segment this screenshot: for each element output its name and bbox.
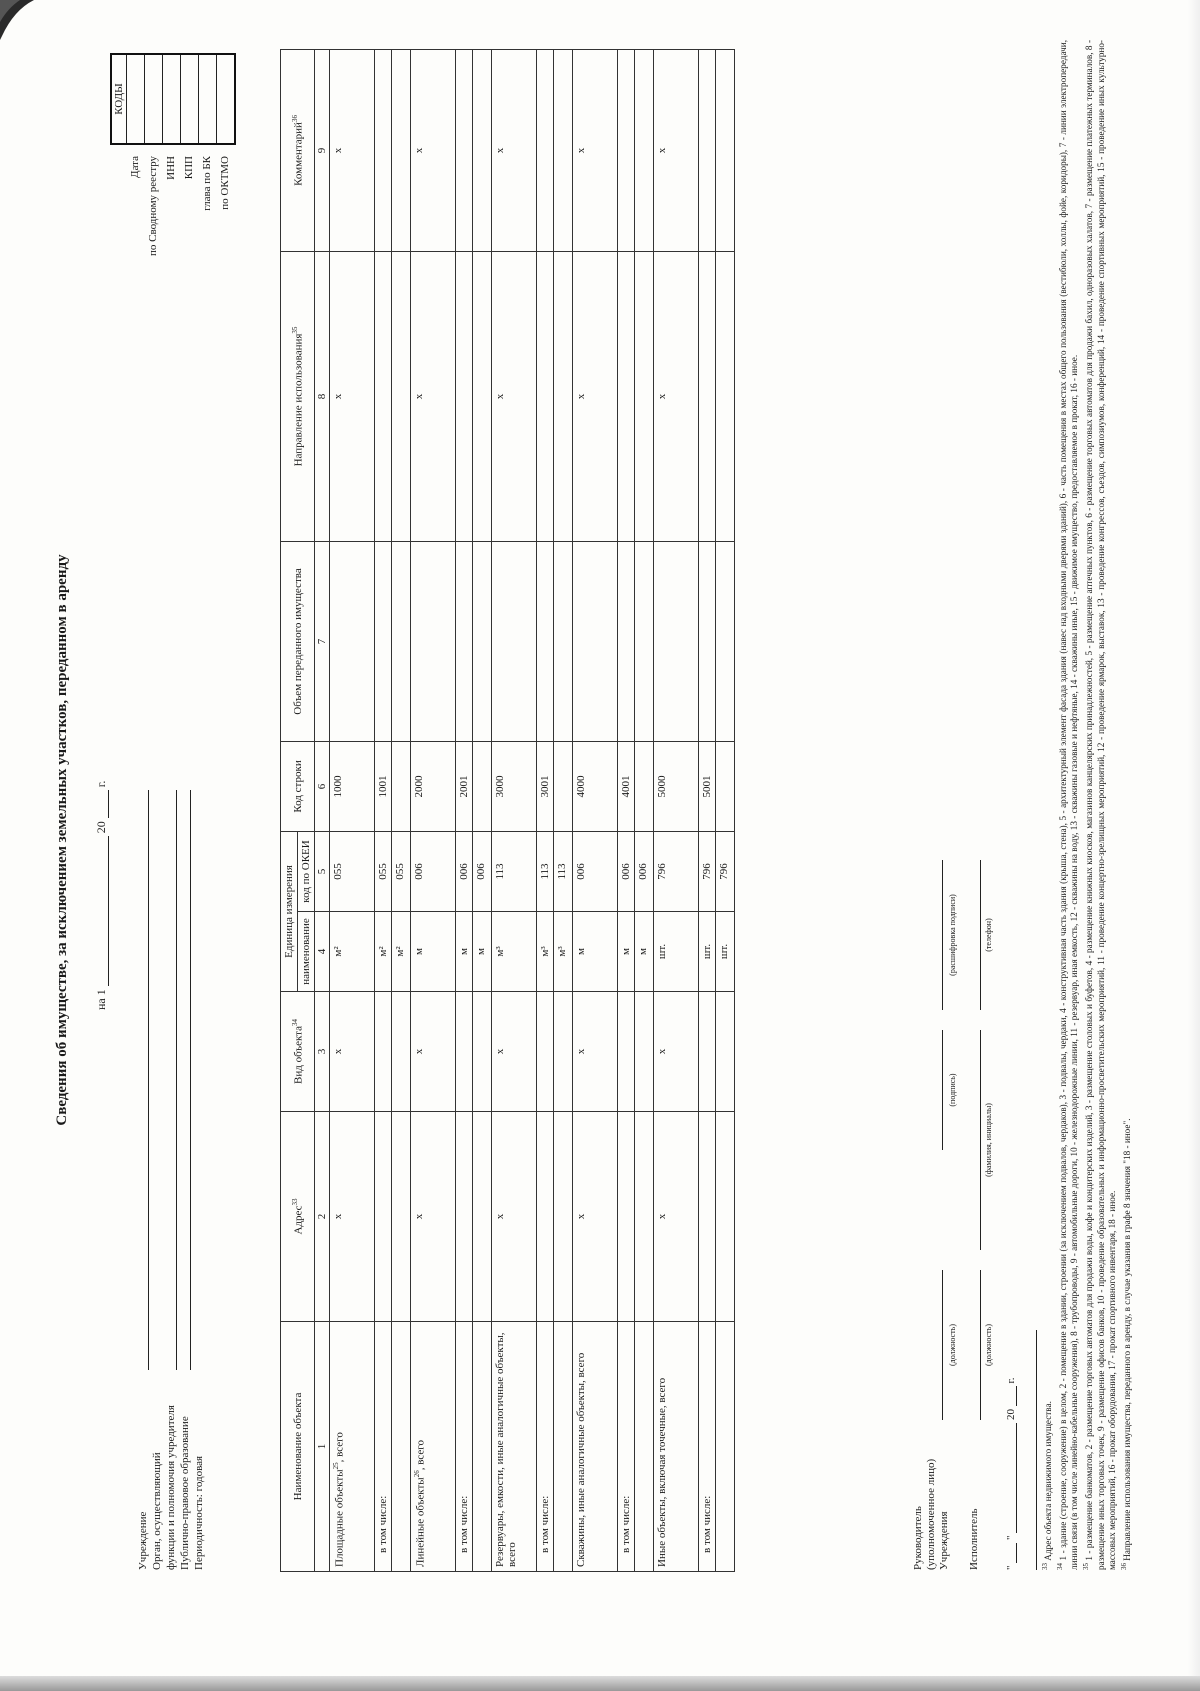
row-name-tail: , всего	[333, 1432, 346, 1463]
row-name-text: Скважины, иные аналогичные объекты, всего	[575, 1352, 587, 1567]
row-name-text: в том числе:	[458, 1495, 470, 1553]
cell-direction[interactable]	[618, 251, 635, 541]
cell-okei: 113	[492, 831, 537, 911]
cell-row-code: 1000	[330, 741, 375, 831]
sig-caption: (расшифровка подписи)	[948, 894, 957, 976]
footnote-ref: 26	[413, 1470, 421, 1478]
scan-shadow	[0, 1676, 1200, 1691]
col-number: 5	[315, 831, 330, 911]
cell-name	[375, 1322, 392, 1572]
cell-unit-name: м	[573, 912, 618, 992]
cell-kind[interactable]	[554, 992, 573, 1112]
footnote-number: 34	[1055, 1563, 1064, 1570]
cell-comment[interactable]: х	[654, 49, 699, 251]
cell-volume[interactable]	[635, 541, 654, 741]
sig-date-year-field[interactable]	[1004, 1386, 1017, 1406]
cell-volume[interactable]	[392, 541, 411, 741]
codes-block	[110, 50, 260, 410]
cell-row-code	[554, 741, 573, 831]
cell-row-code: 2001	[456, 741, 473, 831]
col-number: 1	[315, 1322, 330, 1572]
head-label-line: Учреждения	[938, 1511, 950, 1570]
cell-kind[interactable]: х	[411, 992, 456, 1112]
cell-address[interactable]: х	[330, 1112, 375, 1322]
cell-direction[interactable]: х	[492, 251, 537, 541]
th-label: Комментарий	[292, 122, 305, 186]
sig-date-day-field[interactable]	[1004, 1543, 1017, 1563]
date-year-field[interactable]	[96, 790, 109, 818]
cell-kind[interactable]: х	[654, 992, 699, 1112]
cell-volume[interactable]	[554, 541, 573, 741]
cell-name	[699, 1322, 716, 1572]
cell-kind[interactable]	[456, 992, 473, 1112]
cell-kind[interactable]: х	[330, 992, 375, 1112]
cell-direction[interactable]	[554, 251, 573, 541]
header-field-institution	[136, 790, 150, 1570]
footnote-number: 35	[1081, 1563, 1090, 1570]
table-row	[699, 49, 716, 1571]
th-row-code: Код строки	[281, 741, 315, 831]
col-number: 7	[315, 541, 330, 741]
cell-comment[interactable]	[716, 49, 735, 251]
sig-date-month-field[interactable]	[1004, 1423, 1017, 1533]
cell-name	[554, 1322, 573, 1572]
date-quote: "	[1005, 1565, 1017, 1570]
th-direction	[281, 251, 315, 541]
executor-position-line[interactable]	[980, 1270, 981, 1420]
col-number: 4	[315, 912, 330, 992]
rotated-form-page	[50, 30, 1130, 1650]
executor-phone-line[interactable]	[980, 860, 981, 1010]
col-number: 9	[315, 49, 330, 251]
cell-unit-name: шт.	[716, 912, 735, 992]
row-name-text: Иные объекты, включая точечные, всего	[656, 1377, 668, 1567]
cell-volume[interactable]	[492, 541, 537, 741]
executor-row	[966, 670, 996, 1570]
cell-okei: 006	[473, 831, 492, 911]
cell-row-code: 5000	[654, 741, 699, 831]
footnote-text: 1 - размещение банкоматов, 2 - размещение торговых автоматов для продажи воды, кофе и кондитерских изделий, 3 - размещение столовых и буфетов, 4 - размещение книжных киосков, магазинов канцелярских принадлежностей, 5 - размещение аптечных пунктов, 6 - размещение торговых автоматов для продажи бахил, одноразовых халатов, 7 - размещение платежных терминалов, 8 - размещение иных торговых точек, 9 - размещение офисов банков, 10 - проведение образовательных и информационно-просветительских мероприятий, 11 - проведение концертно-зрелищных мероприятий, 12 - проведение ярмарок, выставок, 13 - проведение конгрессов, съездов, симпозиумов, конференций, 14 - проведение спортивных мероприятий, 15 - проведение иных культурно-массовых мероприятий, 16 - прокат оборудования, 17 - прокат спортивного инвентаря, 18 - иное.	[1083, 40, 1118, 1570]
cell-address[interactable]: х	[654, 1112, 699, 1322]
cell-address[interactable]	[554, 1112, 573, 1322]
cell-kind[interactable]	[635, 992, 654, 1112]
cell-address[interactable]	[635, 1112, 654, 1322]
cell-direction[interactable]	[635, 251, 654, 541]
cell-address[interactable]	[537, 1112, 554, 1322]
codes-labels	[126, 150, 234, 410]
cell-kind[interactable]	[375, 992, 392, 1112]
cell-comment[interactable]	[618, 49, 635, 251]
th-unit-name: наименование	[298, 912, 315, 992]
footnotes	[1040, 40, 1133, 1570]
table-row	[392, 49, 411, 1571]
cell-okei: 796	[716, 831, 735, 911]
cell-unit-name: шт.	[654, 912, 699, 992]
row-name-text: Резервуары, емкости, иные аналогичные объекты, всего	[494, 1332, 518, 1567]
cell-kind[interactable]: х	[573, 992, 618, 1112]
code-label-bk: глава по БК	[201, 156, 213, 211]
cell-comment[interactable]	[699, 49, 716, 251]
cell-comment[interactable]	[537, 49, 554, 251]
cell-unit-name: м²	[330, 912, 375, 992]
cell-address[interactable]	[716, 1112, 735, 1322]
cell-name	[537, 1322, 554, 1572]
cell-address[interactable]	[473, 1112, 492, 1322]
cell-unit-name: м	[411, 912, 456, 992]
sig-date-year-prefix: 20	[1005, 1409, 1017, 1420]
cell-row-code: 5001	[699, 741, 716, 831]
col-number: 8	[315, 251, 330, 541]
cell-okei: 113	[537, 831, 554, 911]
row-name-text: Площадные объекты	[333, 1469, 346, 1567]
table-row	[456, 49, 473, 1571]
cell-direction[interactable]	[537, 251, 554, 541]
footnote-text: Адрес объекта недвижимого имущества.	[1043, 1401, 1054, 1561]
cell-address[interactable]	[456, 1112, 473, 1322]
table-row	[716, 49, 735, 1571]
cell-comment[interactable]: х	[573, 49, 618, 251]
cell-volume[interactable]	[330, 541, 375, 741]
row-name-text: в том числе:	[620, 1495, 632, 1553]
header-field-label: функции и полномочия учредителя	[165, 1405, 177, 1570]
document-title: Сведения об имуществе, за исключением земельных участков, переданном в аренду	[54, 554, 70, 1126]
cell-row-code: 3001	[537, 741, 554, 831]
cell-unit-name: шт.	[699, 912, 716, 992]
table-header-row	[281, 49, 298, 1571]
cell-name	[411, 1322, 456, 1572]
cell-comment[interactable]	[635, 49, 654, 251]
header-field-periodicity	[192, 790, 206, 1570]
cell-okei: 113	[554, 831, 573, 911]
cell-direction[interactable]	[375, 251, 392, 541]
table-row	[573, 49, 618, 1571]
cell-row-code: 4001	[618, 741, 635, 831]
header-field-label: Публично-правовое образование	[179, 1416, 191, 1570]
cell-kind[interactable]	[618, 992, 635, 1112]
header-field-line[interactable]	[176, 790, 177, 1370]
cell-volume[interactable]	[375, 541, 392, 741]
footnote-36	[1119, 40, 1134, 1570]
cell-okei: 796	[654, 831, 699, 911]
sig-caption: (должность)	[984, 1324, 993, 1366]
cell-direction[interactable]	[392, 251, 411, 541]
cell-volume[interactable]	[654, 541, 699, 741]
code-cell-date[interactable]	[127, 54, 145, 144]
head-signature-line[interactable]	[942, 1030, 943, 1150]
date-suffix: г.	[94, 780, 108, 788]
cell-kind[interactable]	[699, 992, 716, 1112]
footnote-text: 1 - здание (строение, сооружение) в целом, 2 - помещение в здании, строении (за исключением подвалов, чердаков), 3 - подвалы, чердаки, 4 - конструктивная часть здания (крыша, стена), 5 - архитектурный элемент фасада здания (навес над входными дверями зданий), 6 - часть помещения в местах общего пользования (вестибюли, холлы, фойе, коридоры), 7 - линии электропередачи, линии связи (в том числе линейно-кабельные сооружения), 8 - трубопроводы, 9 - автомобильные дороги, 10 - железнодорожные линии, 11 - резервуар, иная емкость, 12 - скважины на воду, 13 - скважины газовые и нефтяные, 14 - скважины иные, 15 - движимое имущество, предоставляемое в прокат, 16 - иное.	[1057, 39, 1080, 1570]
th-unit-code: код по ОКЕИ	[298, 831, 315, 911]
report-date-line	[94, 781, 109, 1010]
cell-unit-name: м²	[375, 912, 392, 992]
cell-direction[interactable]: х	[411, 251, 456, 541]
signatures-block	[912, 670, 1017, 1570]
header-field-public-entity	[178, 790, 192, 1570]
cell-name	[716, 1322, 735, 1572]
cell-row-code: 4000	[573, 741, 618, 831]
cell-kind[interactable]	[716, 992, 735, 1112]
table-row	[635, 49, 654, 1571]
cell-volume[interactable]	[537, 541, 554, 741]
code-label-inn: ИНН	[165, 156, 177, 180]
th-volume: Объем переданного имущества	[281, 541, 315, 741]
row-name-text: в том числе:	[377, 1495, 389, 1553]
cell-direction[interactable]	[699, 251, 716, 541]
col-number: 2	[315, 1112, 330, 1322]
cell-volume[interactable]	[716, 541, 735, 741]
header-field-label: Учреждение	[137, 1511, 149, 1570]
head-label	[912, 670, 960, 1570]
cell-direction[interactable]	[456, 251, 473, 541]
cell-unit-name: м	[473, 912, 492, 992]
cell-volume[interactable]	[456, 541, 473, 741]
cell-unit-name: м	[618, 912, 635, 992]
code-cell-bk[interactable]	[199, 54, 217, 144]
date-prefix: на 1	[94, 989, 108, 1010]
date-year-prefix: 20	[94, 821, 108, 834]
cell-direction[interactable]: х	[654, 251, 699, 541]
cell-address[interactable]: х	[573, 1112, 618, 1322]
footnote-number: 33	[1041, 1563, 1049, 1570]
cell-volume[interactable]	[573, 541, 618, 741]
column-numbers-row	[315, 49, 330, 1571]
cell-volume[interactable]	[618, 541, 635, 741]
sig-caption: (подпись)	[948, 1073, 957, 1107]
footnote-35	[1081, 40, 1119, 1570]
cell-kind[interactable]	[473, 992, 492, 1112]
cell-address[interactable]	[375, 1112, 392, 1322]
cell-kind[interactable]	[537, 992, 554, 1112]
code-cell-inn[interactable]	[163, 54, 181, 144]
table-body	[330, 49, 735, 1571]
cell-comment[interactable]	[456, 49, 473, 251]
code-label-kpp: КПП	[183, 156, 195, 180]
sig-caption: (должность)	[948, 1324, 957, 1366]
th-label: Адрес	[292, 1205, 305, 1235]
sig-caption: (фамилия, инициалы)	[984, 1103, 993, 1177]
cell-kind[interactable]: х	[492, 992, 537, 1112]
cell-name	[654, 1322, 699, 1572]
cell-comment[interactable]: х	[330, 49, 375, 251]
cell-row-code	[392, 741, 411, 831]
cell-address[interactable]	[699, 1112, 716, 1322]
cell-row-code: 2000	[411, 741, 456, 831]
cell-name	[573, 1322, 618, 1572]
cell-row-code	[716, 741, 735, 831]
cell-volume[interactable]	[473, 541, 492, 741]
row-name-tail: , всего	[414, 1440, 427, 1471]
row-name-text: в том числе:	[701, 1495, 713, 1553]
header-field-organ	[150, 790, 164, 1570]
code-label-oktmo: по ОКТМО	[219, 156, 231, 210]
footnote-34	[1055, 40, 1081, 1570]
cell-name	[635, 1322, 654, 1572]
th-label: Вид объекта	[292, 1026, 305, 1084]
table-row	[330, 49, 375, 1571]
th-kind	[281, 992, 315, 1112]
row-name-text: Линейные объекты	[414, 1477, 427, 1567]
cell-comment[interactable]: х	[492, 49, 537, 251]
cell-row-code	[473, 741, 492, 831]
code-cell-oktmo[interactable]	[217, 54, 236, 144]
header-field-label: Периодичность: годовая	[193, 1455, 205, 1570]
sig-date-suffix: г.	[1005, 1377, 1017, 1384]
table-row	[411, 49, 456, 1571]
table-row	[473, 49, 492, 1571]
cell-name	[456, 1322, 473, 1572]
cell-okei: 006	[635, 831, 654, 911]
cell-okei: 006	[456, 831, 473, 911]
cell-unit-name: м	[456, 912, 473, 992]
cell-unit-name: м³	[492, 912, 537, 992]
th-label: Направление использования	[292, 333, 305, 467]
property-table	[280, 49, 735, 1572]
cell-kind[interactable]	[392, 992, 411, 1112]
table-row	[375, 49, 392, 1571]
footnote-ref: 25	[332, 1462, 340, 1470]
cell-name	[492, 1322, 537, 1572]
cell-okei: 006	[573, 831, 618, 911]
table-row	[537, 49, 554, 1571]
cell-direction[interactable]	[473, 251, 492, 541]
footnote-ref: 34	[290, 1019, 299, 1026]
cell-address[interactable]: х	[492, 1112, 537, 1322]
cell-okei: 006	[411, 831, 456, 911]
cell-row-code: 3000	[492, 741, 537, 831]
code-cell-registry[interactable]	[145, 54, 163, 144]
code-cell-kpp[interactable]	[181, 54, 199, 144]
cell-volume[interactable]	[699, 541, 716, 741]
th-unit: Единица измерения	[281, 831, 298, 991]
cell-comment[interactable]	[554, 49, 573, 251]
date-quote: "	[1005, 1535, 1017, 1540]
cell-unit-name: м³	[554, 912, 573, 992]
head-label-line: (уполномоченное лицо)	[925, 1458, 937, 1570]
signature-date	[1004, 670, 1017, 1570]
cell-row-code	[635, 741, 654, 831]
cell-okei: 055	[392, 831, 411, 911]
col-number: 3	[315, 992, 330, 1112]
th-comment	[281, 49, 315, 251]
cell-name	[618, 1322, 635, 1572]
footnote-33	[1040, 40, 1055, 1570]
cell-unit-name: м	[635, 912, 654, 992]
footnotes-divider	[1036, 1330, 1037, 1570]
cell-comment[interactable]: х	[411, 49, 456, 251]
cell-name	[330, 1322, 375, 1572]
table-row	[492, 49, 537, 1571]
executor-fio-line[interactable]	[980, 1030, 981, 1250]
th-address	[281, 1112, 315, 1322]
head-position-line[interactable]	[942, 1270, 943, 1420]
row-name-text: в том числе:	[539, 1495, 551, 1553]
cell-row-code: 1001	[375, 741, 392, 831]
cell-name	[392, 1322, 411, 1572]
date-day-month-field[interactable]	[96, 836, 109, 986]
executor-label: Исполнитель	[968, 1508, 980, 1570]
cell-okei: 055	[330, 831, 375, 911]
cell-address[interactable]: х	[411, 1112, 456, 1322]
cell-okei: 796	[699, 831, 716, 911]
table-row	[654, 49, 699, 1571]
head-decode-line[interactable]	[942, 860, 943, 1010]
cell-okei: 006	[618, 831, 635, 911]
header-field-line[interactable]	[148, 790, 149, 1370]
cell-unit-name: м²	[392, 912, 411, 992]
th-name: Наименование объекта	[281, 1322, 315, 1572]
footnote-ref: 33	[290, 1198, 299, 1206]
col-number: 6	[315, 741, 330, 831]
footnote-text: Направление использования имущества, переданного в аренду, в случае указания в графе 8 значения "18 - иное".	[1121, 1118, 1132, 1561]
scan-edge	[1188, 0, 1200, 1691]
cell-direction[interactable]: х	[330, 251, 375, 541]
code-label-registry: по Сводному реестру	[147, 156, 159, 256]
footnote-ref: 35	[290, 326, 299, 334]
sig-caption: (телефон)	[984, 918, 993, 952]
head-label-line: Руководитель	[912, 1506, 924, 1570]
cell-comment[interactable]	[473, 49, 492, 251]
cell-comment[interactable]	[375, 49, 392, 251]
header-field-line[interactable]	[190, 790, 191, 1370]
cell-comment[interactable]	[392, 49, 411, 251]
header-field-label: Орган, осуществляющий	[151, 1452, 163, 1570]
cell-address[interactable]	[392, 1112, 411, 1322]
cell-address[interactable]	[618, 1112, 635, 1322]
cell-volume[interactable]	[411, 541, 456, 741]
scan-corner-fold	[0, 0, 40, 40]
codes-table	[110, 53, 236, 145]
cell-unit-name: м³	[537, 912, 554, 992]
cell-direction[interactable]: х	[573, 251, 618, 541]
table-row	[554, 49, 573, 1571]
cell-direction[interactable]	[716, 251, 735, 541]
codes-title: КОДЫ	[111, 54, 127, 144]
code-label-date: Дата	[129, 156, 141, 178]
table-row	[618, 49, 635, 1571]
header-fields	[136, 790, 206, 1570]
cell-name	[473, 1322, 492, 1572]
header-field-founder	[164, 790, 178, 1570]
footnote-number: 36	[1119, 1563, 1128, 1570]
head-signature-row	[938, 670, 960, 1570]
cell-okei: 055	[375, 831, 392, 911]
footnote-ref: 36	[290, 115, 299, 123]
